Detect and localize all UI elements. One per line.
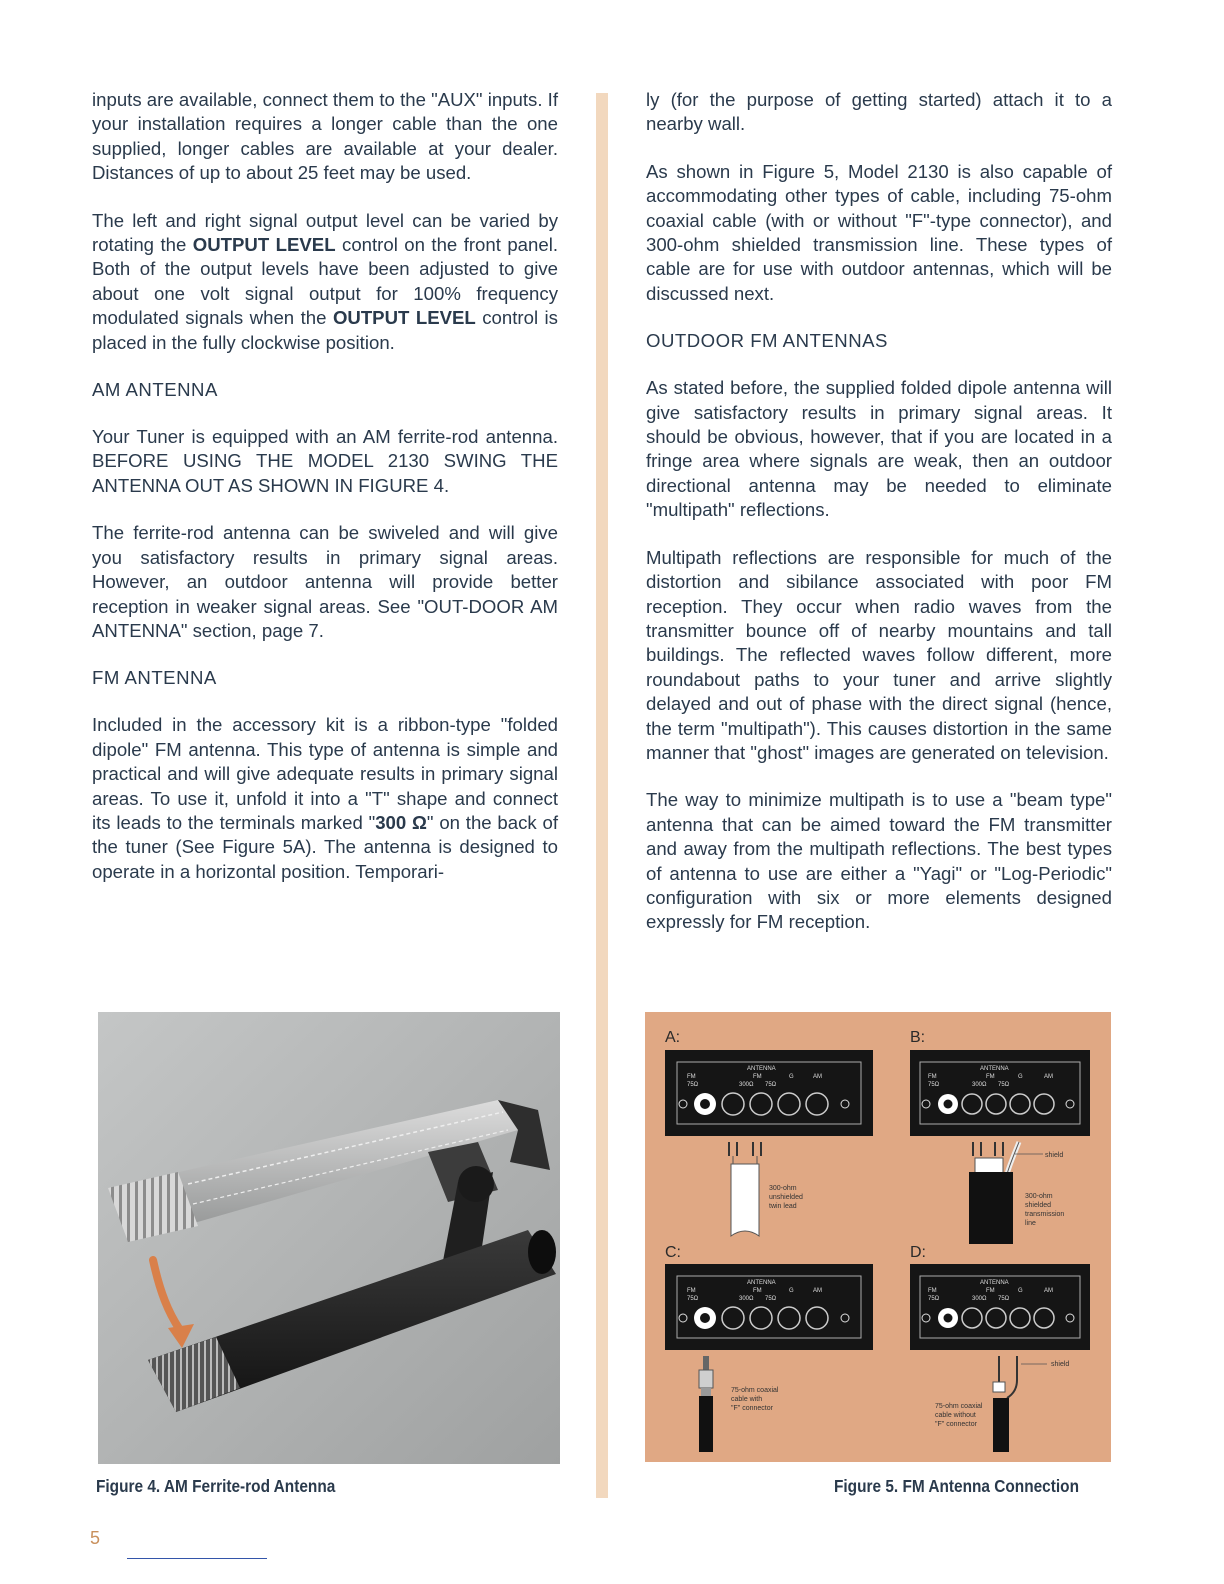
paragraph-fm-dipole [92,713,558,884]
g-label: G [1018,1288,1023,1294]
label-line: 300-ohm [1025,1193,1053,1200]
fm-label: FM [687,1074,696,1080]
twin-lead-cable [729,1142,761,1236]
paragraph-am-swivel: The ferrite-rod antenna can be swiveled and will give you satisfactory results in primary signal areas. However, an outdoor antenna will provide better reception in weaker signal areas. See "OUT-DOOR AM ANTENNA" section, page 7. [92,522,558,641]
panel-letter-c: C: [665,1244,681,1261]
panel-letter-d: D: [910,1244,926,1261]
label-line: 300-ohm [769,1185,797,1192]
ohm300-label: 300Ω [972,1082,987,1088]
label-line: 75-ohm coaxial [935,1403,983,1410]
label-a [769,1185,805,1210]
ohm300-label: 300Ω [739,1082,754,1088]
g-label: G [789,1074,794,1080]
label-b-shield: shield [1045,1152,1064,1159]
text-span: The left and right signal output level can be varied by rotating the [92,209,558,256]
text-span: Included in the accessory kit is a ribbon-type "folded dipole" FM antenna. This type of antenna is simple and practical and will give adequate results in primary signal areas. To use it, unfold it into a "T" shape and connect its leads to the terminals marked " [92,714,558,833]
label-line: unshielded [769,1194,803,1201]
label-line: cable with [731,1396,763,1403]
ferrite-antenna-illustration [98,1012,560,1464]
paragraph-am-ferrite: Your Tuner is equipped with an AM ferrite-rod antenna. BEFORE USING THE MODEL 2130 SWING THE ANTENNA OUT AS SHOWN IN FIGURE 4. [92,426,558,496]
terminal-strip-a [665,1050,873,1136]
label-line: cable without [935,1412,976,1419]
fm-label: FM [986,1288,995,1294]
left-column [92,88,558,907]
ohm75-label: 75Ω [998,1296,1010,1302]
paragraph-multipath: Multipath reflections are responsible for much of the distortion and sibilance associated with poor FM reception. They occur when radio waves from the transmitter bounce off of nearby mountains and tall buildings. The reflected waves follow different, more roundabout paths to your tuner and arrive slightly delayed and out of phase with the direct signal (hence, the term "multipath"). This causes distortion in the same manner that "ghost" images are generated on television. [646,546,1112,763]
figure-5-caption: Figure 5. FM Antenna Connection [834,1476,1079,1496]
right-column [646,88,1112,958]
am-label: AM [813,1074,822,1080]
ohm300-label: 300Ω [739,1296,754,1302]
figure-5-fm-connections [645,1012,1111,1462]
paragraph-attach-wall: ly (for the purpose of getting started) attach it to a nearby wall. [646,89,1112,135]
antenna-label: ANTENNA [980,1280,1009,1286]
page-number: 5 [90,1528,101,1548]
terminal-strip-c [665,1264,873,1350]
paragraph-fringe-area: As stated before, the supplied folded dipole antenna will give satisfactory results in primary signal areas. It should be obvious, however, that if you are located in a fringe area where signals are weak, then an outdoor directional antenna may be needed to eliminate "multipath" reflections. [646,377,1112,521]
coax-without-f-connector [993,1356,1047,1452]
paragraph-cable-types: As shown in Figure 5, Model 2130 is also capable of accommodating other types of cable, including 75-ohm coaxial cable (with or without "F"-type connector), and 300-ohm shielded transmission line. These types of cable are for use with outdoor antennas, which will be discussed next. [646,160,1112,304]
fm-label: FM [928,1074,937,1080]
fm-label: FM [753,1074,762,1080]
figure-4-ferrite-antenna [98,1012,560,1464]
text-span: control is placed in the fully clockwise position. [92,307,558,353]
ohm75-label: 75Ω [765,1082,777,1088]
am-label: AM [813,1288,822,1294]
coax-with-f-connector [699,1356,713,1452]
label-line: "F" connector [935,1421,977,1428]
paragraph-output-level [92,209,558,355]
ohm300-label: 300Ω [972,1296,987,1302]
am-label: AM [1044,1074,1053,1080]
label-c [731,1387,780,1412]
label-d [935,1403,984,1428]
label-line: shielded [1025,1202,1052,1209]
fm-label: FM [687,1288,696,1294]
label-line: line [1025,1220,1036,1227]
label-line: twin lead [769,1203,797,1210]
g-label: G [789,1288,794,1294]
figure-4-caption: Figure 4. AM Ferrite-rod Antenna [96,1476,336,1496]
am-label: AM [1044,1288,1053,1294]
footer-rule [127,1558,267,1559]
emphasis-output-level: OUTPUT LEVEL [192,234,336,256]
panel-letter-b: B: [910,1029,926,1046]
ohm75-label: 75Ω [928,1082,940,1088]
ohm75-label: 75Ω [928,1296,940,1302]
text-span: " on the back of the tuner (See Figure 5A). The antenna is designed to operate in a horizontal position. Temporari- [92,811,558,882]
ohm75-label: 75Ω [998,1082,1010,1088]
terminal-strip-b [910,1050,1090,1136]
label-b [1025,1193,1066,1227]
panel-letter-a: A: [665,1029,681,1046]
terminal-strip-d [910,1264,1090,1350]
paragraph-beam-antenna: The way to minimize multipath is to use a "beam type" antenna that can be aimed toward the FM transmitter and away from the multipath reflections. The best types of antenna to use are either a "Yagi" or "Log-Periodic" configuration with six or more elements designed expressly for FM reception. [646,789,1112,933]
paragraph-aux-inputs: inputs are available, connect them to the "AUX" inputs. If your installation requires a longer cable than the one supplied, longer cables are available at your dealer. Distances of up to about 25 feet may be used. [92,89,558,184]
heading-fm-antenna: FM ANTENNA [92,667,217,689]
column-divider [596,93,608,1498]
antenna-label: ANTENNA [747,1066,776,1072]
emphasis-300-ohm: 300 Ω [375,811,427,833]
text-span: control on the front panel. Both of the output levels have been adjusted to give about one volt signal output for 100% frequency modulated signals when the [92,234,558,329]
ohm75-label: 75Ω [765,1296,777,1302]
fm-label: FM [753,1288,762,1294]
heading-am-antenna: AM ANTENNA [92,379,218,401]
emphasis-output-level: OUTPUT LEVEL [332,307,476,329]
ohm75-label: 75Ω [687,1082,699,1088]
label-line: 75-ohm coaxial [731,1387,779,1394]
fm-label: FM [928,1288,937,1294]
antenna-label: ANTENNA [747,1280,776,1286]
fm-label: FM [986,1074,995,1080]
label-line: transmission [1025,1211,1065,1218]
label-line: "F" connector [731,1405,773,1412]
antenna-label: ANTENNA [980,1066,1009,1072]
ohm75-label: 75Ω [687,1296,699,1302]
heading-outdoor-fm: OUTDOOR FM ANTENNAS [646,330,888,352]
fm-connection-diagram [645,1012,1111,1462]
label-d-shield: shield [1051,1361,1070,1368]
g-label: G [1018,1074,1023,1080]
